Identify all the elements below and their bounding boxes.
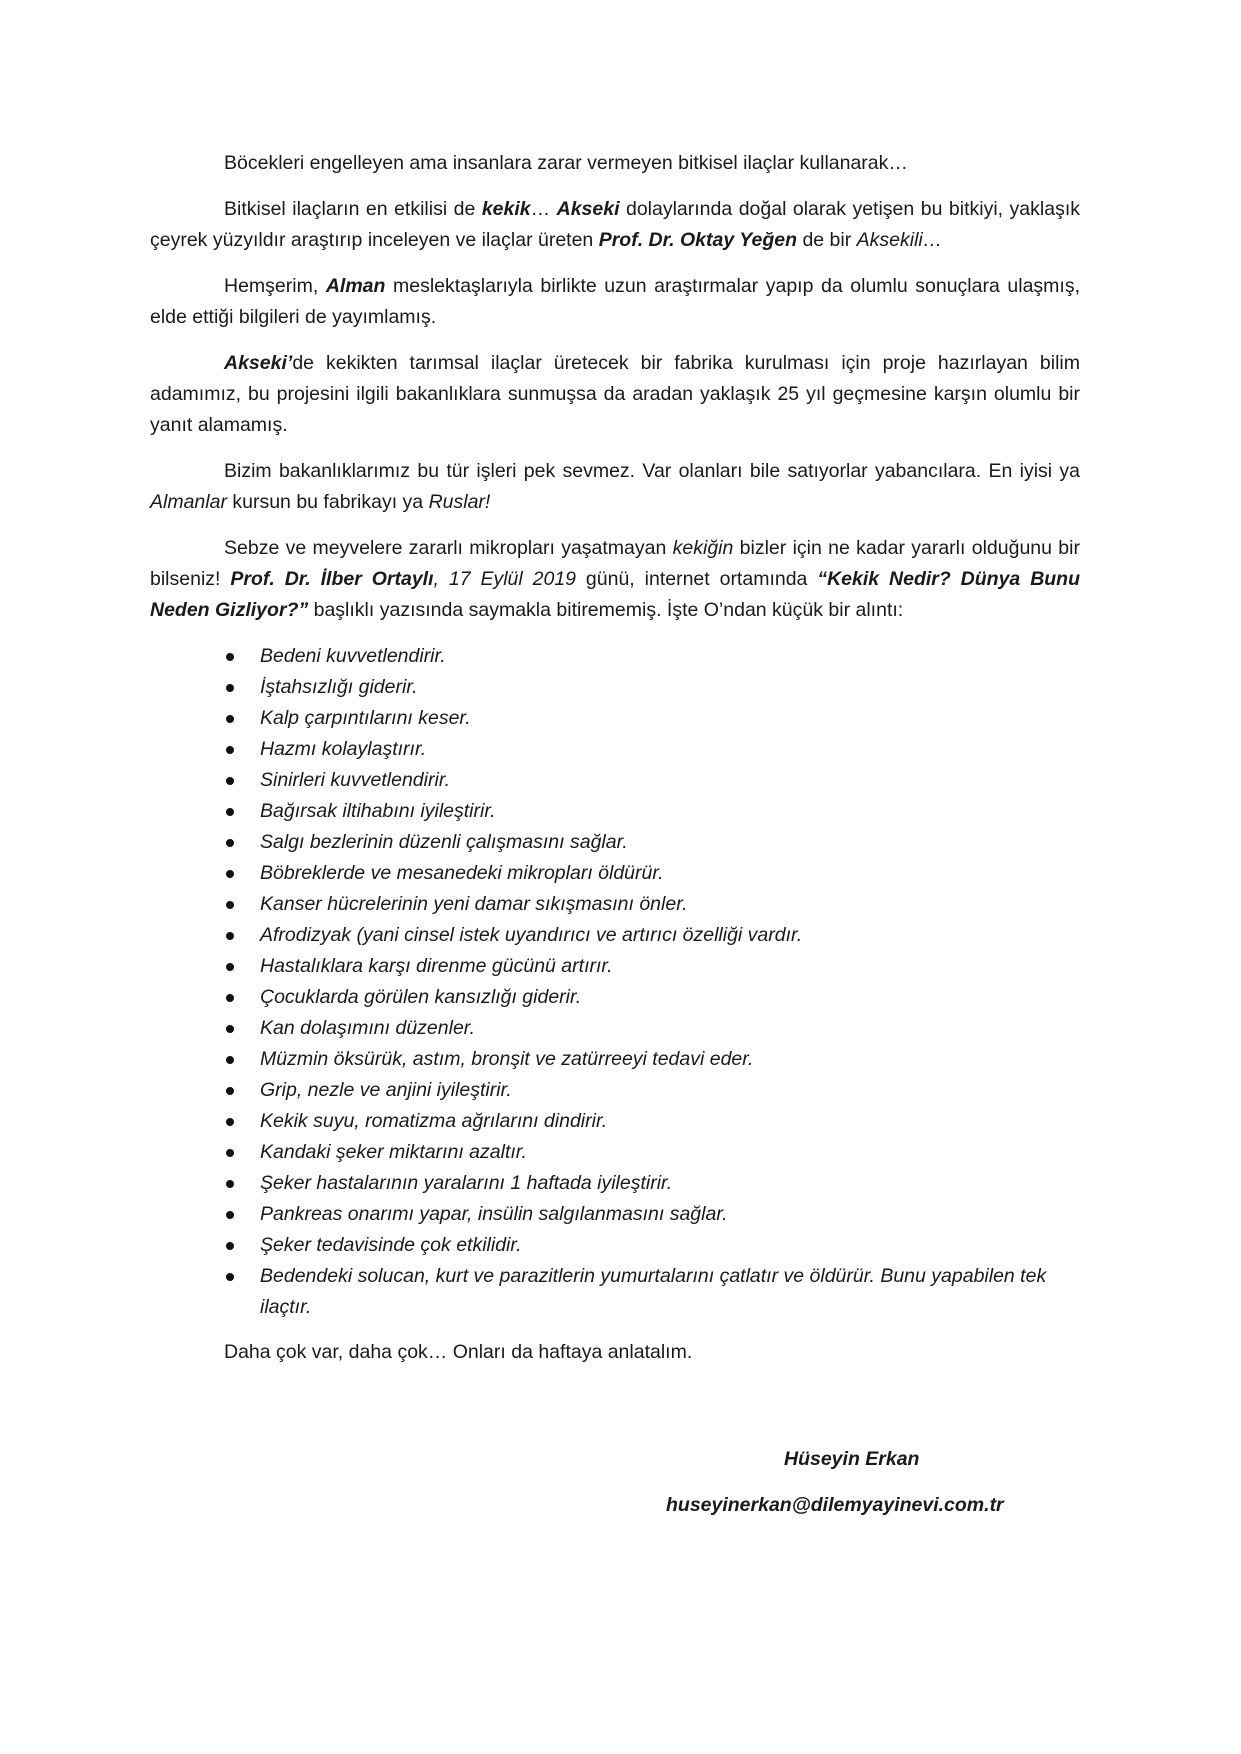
list-item [150,796,1080,827]
paragraph-2 [150,194,1080,256]
closing-text: Daha çok var, daha çok… Onları da haftaya anlatalım. [224,1341,693,1363]
bullet-icon [226,808,234,816]
list-item [150,672,1080,703]
list-item-text: İştahsızlığı giderir. [260,676,418,698]
bullet-icon [226,839,234,847]
list-item-text: Pankreas onarımı yapar, insülin salgılanmasını sağlar. [260,1203,728,1225]
p6-italic-kekigin: kekiğin [672,537,734,559]
list-item [150,765,1080,796]
p2-bold-akseki: Akseki [556,198,620,220]
list-item-text: Müzmin öksürük, astım, bronşit ve zatürreeyi tedavi eder. [260,1048,754,1070]
bullet-icon [226,1211,234,1219]
bullet-icon [226,746,234,754]
p2-bold-kekik: kekik [481,198,531,220]
bullet-icon [226,1242,234,1250]
bullet-icon [226,1149,234,1157]
p4-text-1: de kekikten tarımsal ilaçlar üretecek bir fabrika kurulması için proje hazırlayan bilim adamımız, bu projesini ilgili bakanlıklara sunmuşsa da aradan yaklaşık 25 yıl geçmesine karşın olumlu bir yanıt alamamış. [150,352,1080,436]
list-item-text: Salgı bezlerinin düzenli çalışmasını sağlar. [260,831,628,853]
list-item-text: Hazmı kolaylaştırır. [260,738,427,760]
author-name: Hüseyin Erkan [784,1448,920,1470]
list-item [150,1199,1080,1230]
list-item-text: Kekik suyu, romatizma ağrılarını dindirir. [260,1110,608,1132]
bullet-icon [226,901,234,909]
list-item [150,858,1080,889]
bullet-icon [226,932,234,940]
list-item-text: Sinirleri kuvvetlendirir. [260,769,451,791]
bullet-icon [226,963,234,971]
list-item [150,1168,1080,1199]
p6-italic-date: , 17 Eylül 2019 [433,568,577,590]
paragraph-5 [150,456,1080,518]
p2-text-1: Bitkisel ilaçların en etkilisi de [224,198,482,220]
p5-text-1: Bizim bakanlıklarımız bu tür işleri pek sevmez. Var olanları bile satıyorlar yabancılara. En iyisi ya [224,460,1080,482]
paragraph-1 [150,148,1080,179]
p3-text-2: meslektaşlarıyla birlikte uzun araştırmalar yapıp da olumlu sonuçlara ulaşmış, elde ettiği bilgileri de yayımlamış. [150,275,1080,328]
p6-text-1: Sebze ve meyvelere zararlı mikropları yaşatmayan [224,537,673,559]
p2-text-2: … [530,198,557,220]
list-item [150,889,1080,920]
paragraph-1-text: Böcekleri engelleyen ama insanlara zarar vermeyen bitkisel ilaçlar kullanarak… [224,152,908,174]
bullet-icon [226,684,234,692]
bullet-icon [226,1180,234,1188]
list-item-text: Şeker tedavisinde çok etkilidir. [260,1234,522,1256]
list-item [150,641,1080,672]
article-body [150,148,1080,1383]
list-item-text: Afrodizyak (yani cinsel istek uyandırıcı ve artırıcı özelliği vardır. [260,924,803,946]
p6-text-3: günü, internet ortamında [576,568,818,590]
p6-text-4: başlıklı yazısında saymakla bitirememiş. İşte O’ndan küçük bir alıntı: [308,599,904,621]
list-item [150,1044,1080,1075]
list-item [150,920,1080,951]
p5-italic-ruslar: Ruslar! [428,491,491,513]
list-item [150,734,1080,765]
bullet-icon [226,1025,234,1033]
paragraph-3 [150,271,1080,333]
bullet-icon [226,653,234,661]
bullet-icon [226,777,234,785]
list-item [150,827,1080,858]
p4-bold-akseki: Akseki’ [224,352,293,374]
list-item [150,1013,1080,1044]
author-email[interactable]: huseyinerkan@dilemyayinevi.com.tr [666,1494,1004,1516]
p2-text-4: de bir [797,229,857,251]
closing-paragraph [150,1337,1080,1368]
list-item [150,1075,1080,1106]
p6-text-2: bizler için ne kadar yararlı olduğunu bir bilseniz! [150,537,1080,590]
list-item [150,982,1080,1013]
p2-bold-prof-name: Prof. Dr. Oktay Yeğen [598,229,798,251]
list-item [150,1261,1080,1323]
list-item-text: Bağırsak iltihabını iyileştirir. [260,800,496,822]
list-item-text: Çocuklarda görülen kansızlığı giderir. [260,986,582,1008]
bullet-icon [226,1273,234,1281]
list-item [150,1230,1080,1261]
bullet-icon [226,1087,234,1095]
list-item [150,1137,1080,1168]
paragraph-4 [150,348,1080,441]
bullet-icon [226,715,234,723]
paragraph-6 [150,533,1080,626]
p2-italic-aksekili: Aksekili… [856,229,943,251]
list-item-text: Kalp çarpıntılarını keser. [260,707,471,729]
bullet-icon [226,994,234,1002]
p5-text-2: kursun bu fabrikayı ya [226,491,429,513]
list-item-text: Grip, nezle ve anjini iyileştirir. [260,1079,512,1101]
list-item-text: Böbreklerde ve mesanedeki mikropları öldürür. [260,862,664,884]
list-item [150,1106,1080,1137]
bullet-icon [226,1118,234,1126]
bullet-icon [226,1056,234,1064]
list-item-text: Kanser hücrelerinin yeni damar sıkışmasını önler. [260,893,688,915]
benefits-list [150,641,1080,1323]
p5-italic-almanlar: Almanlar [150,491,227,513]
p2-text-3: dolaylarında doğal olarak yetişen bu bitkiyi, yaklaşık çeyrek yüzyıldır araştırıp inceleyen ve ilaçlar üreten [150,198,1080,251]
list-item-text: Bedeni kuvvetlendirir. [260,645,446,667]
list-item [150,951,1080,982]
p3-bold-alman: Alman [325,275,386,297]
list-item-text: Şeker hastalarının yaralarını 1 haftada iyileştirir. [260,1172,673,1194]
list-item-text: Kandaki şeker miktarını azaltır. [260,1141,527,1163]
bullet-icon [226,870,234,878]
list-item-text: Bedendeki solucan, kurt ve parazitlerin yumurtalarını çatlatır ve öldürür. Bunu yapabilen tek ilaçtır. [260,1265,1047,1318]
list-item-text: Hastalıklara karşı direnme gücünü artırır. [260,955,613,977]
p6-bold-article-title: “Kekik Nedir? Dünya Bunu Neden Gizliyor?” [150,568,1081,621]
p6-bold-prof-name: Prof. Dr. İlber Ortaylı [230,568,434,590]
list-item-text: Kan dolaşımını düzenler. [260,1017,475,1039]
list-item [150,703,1080,734]
p3-text-1: Hemşerim, [224,275,326,297]
